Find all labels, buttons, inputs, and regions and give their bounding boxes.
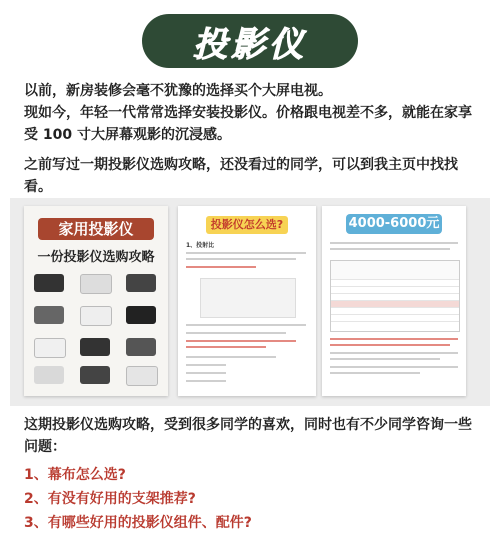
text-line	[186, 372, 226, 374]
text-line	[186, 324, 306, 326]
text-line	[186, 258, 296, 260]
text-line	[330, 358, 440, 360]
guide-card-throw-ratio	[178, 206, 316, 396]
intro-line-2: 现如今，年轻一代常常选择安装投影仪。价格跟电视差不多，就能在家享受 100 寸大屏幕观影的沉浸感。	[24, 105, 472, 143]
text-line	[186, 332, 286, 334]
comparison-table	[330, 260, 460, 332]
intro-line-1: 以前，新房装修会毫不犹豫的选择买个大屏电视。	[24, 83, 332, 99]
projector-image	[34, 274, 64, 292]
text-line	[330, 344, 450, 346]
title-banner	[142, 14, 358, 68]
question-item: 2、有没有好用的支架推荐?	[24, 491, 196, 507]
text-line	[186, 380, 226, 382]
text-line	[186, 346, 266, 348]
projector-image	[34, 306, 64, 324]
card3-price-band: 4000-6000元	[346, 214, 442, 234]
guide-images-strip	[10, 198, 490, 406]
text-line	[330, 242, 458, 244]
text-line	[186, 364, 226, 366]
card2-section-title: 1、投射比	[186, 242, 215, 249]
projector-image	[80, 274, 112, 294]
projector-image	[34, 338, 66, 358]
text-line	[330, 352, 458, 354]
intro-text	[24, 80, 480, 146]
projector-image	[126, 274, 156, 292]
page-title: 投影仪	[193, 24, 307, 65]
text-line	[330, 338, 458, 340]
guide-card-cover	[24, 206, 168, 396]
followup-text: 这期投影仪选购攻略，受到很多同学的喜欢，同时也有不少同学咨询一些问题：	[24, 417, 472, 455]
text-line	[186, 252, 306, 254]
throw-ratio-diagram	[200, 278, 296, 318]
projector-image	[126, 306, 156, 324]
projector-image	[126, 338, 156, 356]
previous-guide-text: 之前写过一期投影仪选购攻略，还没看过的同学，可以到我主页中找找看。	[24, 157, 458, 195]
projector-image	[80, 366, 110, 384]
text-line	[330, 372, 420, 374]
guide-card-price-range	[322, 206, 466, 396]
text-line	[330, 248, 450, 250]
card1-heading: 家用投影仪	[38, 218, 154, 240]
question-item: 3、有哪些好用的投影仪组件、配件?	[24, 515, 252, 531]
text-line	[186, 356, 276, 358]
projector-image	[126, 366, 158, 386]
projector-image	[34, 366, 64, 384]
text-line	[186, 340, 296, 342]
text-line	[186, 266, 256, 268]
text-line	[330, 366, 458, 368]
question-item: 1、幕布怎么选?	[24, 467, 126, 483]
projector-image	[80, 306, 112, 326]
card2-badge: 投影仪怎么选?	[206, 216, 288, 234]
card1-subheading: 一份投影仪选购攻略	[37, 250, 155, 265]
projector-image	[80, 338, 110, 356]
